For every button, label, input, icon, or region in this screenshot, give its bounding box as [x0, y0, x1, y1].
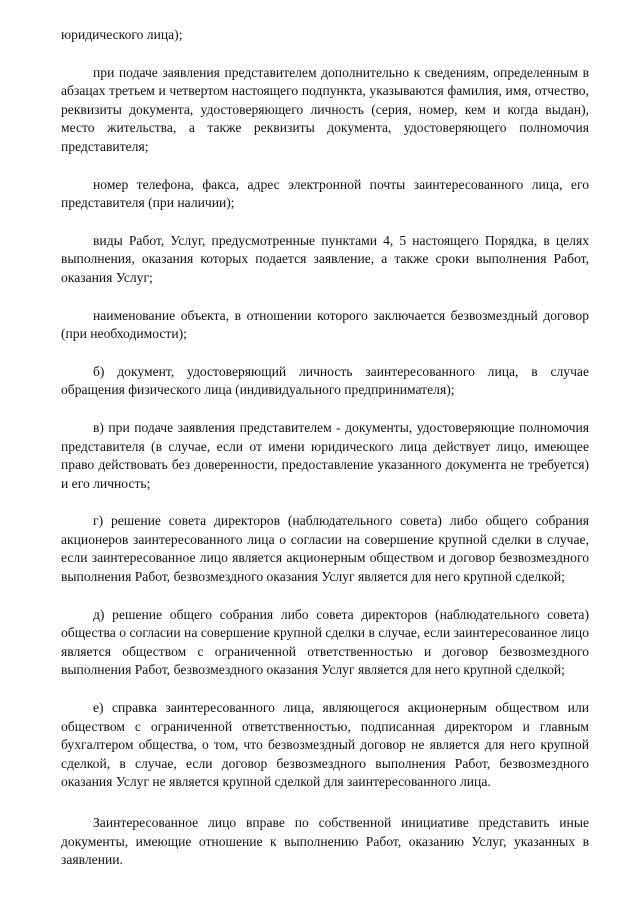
- paragraph-additional-documents: Заинтересованное лицо вправе по собственной инициативе представить иные документы, имеющие отношение к выполнению Работ, оказанию Услуг, указанных в заявлении.: [61, 815, 589, 868]
- paragraph-object-name: наименование объекта, в отношении которого заключается безвозмездный договор (при необходимости);: [61, 307, 589, 342]
- paragraph-item-b: б) документ, удостоверяющий личность заинтересованного лица, в случае обращения физического лица (индивидуального предпринимателя);: [61, 363, 589, 398]
- document-body: [61, 26, 589, 889]
- paragraph-item-d: д) решение общего собрания либо совета директоров (наблюдательного совета) общества о согласии на совершение крупной сделки в случае, если заинтересованное лицо является обществом с ограниченной ответственностью и договор безвозмездного выполнения Работ, безвозмездного оказания Услуг является для него крупной сделкой;: [61, 606, 589, 678]
- paragraph-item-v: в) при подаче заявления представителем - документы, удостоверяющие полномочия представителя (в случае, если от имени юридического лица действует лицо, имеющее право действовать без доверенности, предоставление указанного документа не требуется) и его личность;: [61, 419, 589, 491]
- paragraph-works-services: виды Работ, Услуг, предусмотренные пунктами 4, 5 настоящего Порядка, в целях выполнения, оказания которых подается заявление, а также сроки выполнения Работ, оказания Услуг;: [61, 232, 589, 285]
- paragraph-representative-info: при подаче заявления представителем дополнительно к сведениям, определенным в абзацах третьем и четвертом настоящего подпункта, указываются фамилия, имя, отчество, реквизиты документа, удостоверяющего личность (серия, номер, кем и когда выдан), место жительства, а также реквизиты документа, удостоверяющего полномочия представителя;: [61, 64, 589, 154]
- paragraph-contact-info: номер телефона, факса, адрес электронной почты заинтересованного лица, его представителя (при наличии);: [61, 176, 589, 211]
- paragraph-item-e: е) справка заинтересованного лица, являющегося акционерным обществом или обществом с ограниченной ответственностью, подписанная директором и главным бухгалтером общества, о том, что безвозмездный договор не является для него крупной сделкой, в случае, если договор безвозмездного выполнения Работ, безвозмездного оказания Услуг не является крупной сделкой для заинтересованного лица.: [61, 700, 589, 790]
- paragraph-item-g: г) решение совета директоров (наблюдательного совета) либо общего собрания акционеров заинтересованного лица о согласии на совершение крупной сделки в случае, если заинтересованное лицо является акционерным обществом и договор безвозмездного выполнения Работ, безвозмездного оказания Услуг является для него крупной сделкой;: [61, 513, 589, 585]
- paragraph-legal-entity-end: юридического лица);: [61, 27, 183, 42]
